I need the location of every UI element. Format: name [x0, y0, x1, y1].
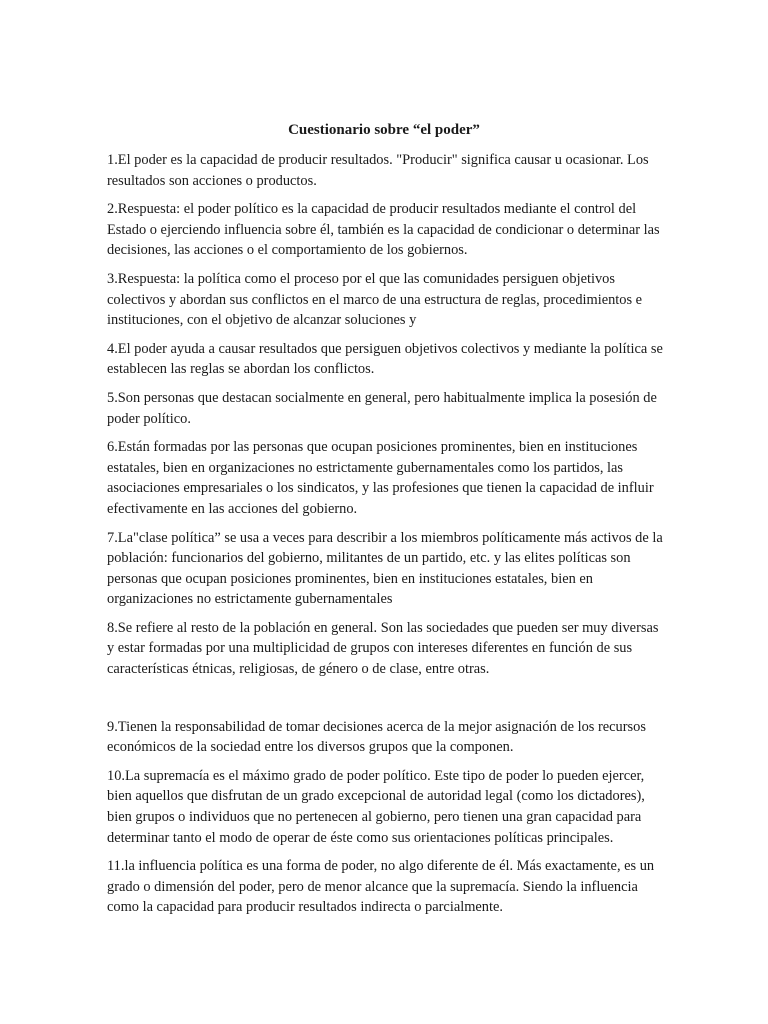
answer-paragraph-4: 4.El poder ayuda a causar resultados que persiguen objetivos colectivos y mediante la política se establecen las reglas se abordan los conflictos.: [107, 340, 663, 378]
answer-paragraph-5: 5.Son personas que destacan socialmente en general, pero habitualmente implica la posesión de poder político.: [107, 389, 657, 427]
answer-paragraph-7: 7.La"clase política” se usa a veces para describir a los miembros políticamente más activos de la población: funcionarios del gobierno, militantes de un partido, etc. y las elites políticas son personas que ocupan posiciones prominentes, bien en instituciones estatales, bien en organizaciones no estrictamente gubernamentales: [107, 529, 663, 608]
answer-paragraph-9: 9.Tienen la responsabilidad de tomar decisiones acerca de la mejor asignación de los recursos económicos de la sociedad entre los diversos grupos que la componen.: [107, 718, 646, 756]
document-title: Cuestionario sobre “el poder”: [288, 122, 480, 138]
answer-paragraph-10: 10.La supremacía es el máximo grado de poder político. Este tipo de poder lo pueden ejercer, bien aquellos que disfrutan de un grado excepcional de autoridad legal (como los dictadores), bien grupos o individuos que no pertenecen al gobierno, pero tienen una gran capacidad para determinar tanto el modo de operar de éste como sus orientaciones políticas principales.: [107, 767, 645, 846]
answer-paragraph-2: 2.Respuesta: el poder político es la capacidad de producir resultados mediante el control del Estado o ejerciendo influencia sobre él, también es la capacidad de condicionar o determinar las decisiones, las acciones o el comportamiento de los gobiernos.: [107, 201, 660, 259]
answer-paragraph-1: 1.El poder es la capacidad de producir resultados. "Producir" significa causar u ocasionar. Los resultados son acciones o productos.: [107, 152, 649, 189]
answer-paragraph-8: 8.Se refiere al resto de la población en general. Son las sociedades que pueden ser muy diversas y estar formadas por una multiplicidad de grupos con intereses diferentes en función de sus características étnicas, religiosas, de género o de clase, entre otras.: [107, 619, 659, 678]
answer-paragraph-6: 6.Están formadas por las personas que ocupan posiciones prominentes, bien en instituciones estatales, bien en organizaciones no estrictamente gubernamentales como los partidos, las asociaciones empresariales o los sindicatos, y las profesiones que tienen la capacidad de influir efectivamente en las acciones del gobierno.: [107, 439, 654, 517]
document-body: [107, 150, 667, 926]
answer-paragraph-11: 11.la influencia política es una forma de poder, no algo diferente de él. Más exactamente, es un grado o dimensión del poder, pero de menor alcance que la supremacía. Siendo la influencia como la capacidad para producir resultados indirecta o parcialmente.: [107, 858, 655, 916]
answer-paragraph-3: 3.Respuesta: la política como el proceso por el que las comunidades persiguen objetivos colectivos y abordan sus conflictos en el marco de una estructura de reglas, procedimientos e instituciones, con el objetivo de alcanzar soluciones y: [107, 270, 643, 329]
